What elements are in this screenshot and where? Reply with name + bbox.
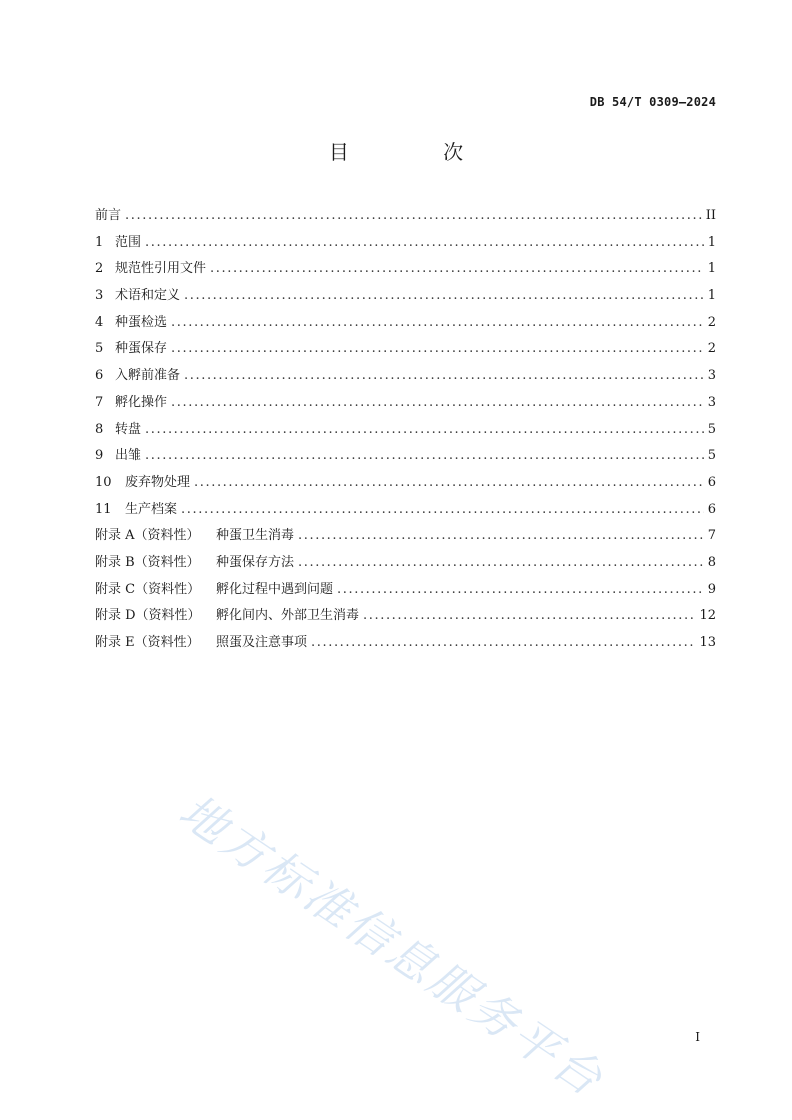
toc-entry-label: 孵化过程中遇到问题: [216, 581, 334, 597]
toc-leader: [125, 208, 702, 223]
toc-leader: [298, 555, 704, 570]
toc-appendix-b[interactable]: [95, 551, 716, 578]
toc-leader: [171, 341, 704, 356]
toc-entry-label: 废弃物处理: [125, 474, 191, 490]
toc-entry-page: 8: [707, 554, 716, 570]
toc-leader: [184, 368, 704, 383]
toc-entry-label: 转盘: [115, 421, 142, 437]
toc-entry-7[interactable]: [95, 391, 716, 418]
toc-entry-4[interactable]: [95, 311, 716, 338]
toc-entry-label: 生产档案: [125, 501, 178, 517]
toc-leader: [171, 395, 704, 410]
toc-entry-1[interactable]: [95, 231, 716, 258]
toc-entry-label: 孵化操作: [115, 394, 168, 410]
toc-entry-label: 种蛋保存: [115, 341, 168, 357]
toc-entry-page: 2: [707, 341, 716, 357]
toc-entry-foreword[interactable]: [95, 204, 716, 231]
toc-entry-number: 1: [95, 234, 104, 250]
toc-entry-label: 种蛋检选: [115, 314, 168, 330]
toc-entry-number: 7: [95, 394, 104, 410]
toc-leader: [145, 448, 704, 463]
toc-entry-page: 13: [699, 635, 716, 650]
toc-entry-page: 5: [707, 421, 716, 437]
document-code: DB 54/T 0309—2024: [589, 95, 716, 109]
page-number: I: [695, 1030, 700, 1044]
toc-leader: [363, 608, 695, 623]
toc-entry-number: 8: [95, 421, 104, 437]
toc-entry-5[interactable]: [95, 337, 716, 364]
toc-appendix-prefix: 附录 B（资料性）: [95, 554, 200, 570]
toc-appendix-a[interactable]: [95, 524, 716, 551]
toc-entry-label: 规范性引用文件: [115, 261, 207, 277]
toc-leader: [210, 261, 704, 276]
toc-entry-page: 2: [707, 314, 716, 330]
toc-entry-page: 3: [707, 368, 716, 384]
toc-appendix-prefix: 附录 A（资料性）: [95, 528, 200, 544]
toc-appendix-e[interactable]: [95, 631, 716, 658]
toc-entry-number: 10: [95, 474, 112, 490]
toc-leader: [311, 635, 695, 650]
toc-entry-page: 1: [707, 261, 716, 277]
toc-appendix-d[interactable]: [95, 604, 716, 631]
toc-entry-number: 9: [95, 448, 104, 464]
toc-entry-page: 12: [699, 608, 716, 624]
toc-entry-3[interactable]: [95, 284, 716, 311]
toc-entry-number: 4: [95, 314, 104, 330]
toc-entry-label: 范围: [115, 234, 142, 250]
toc-leader: [298, 528, 704, 543]
watermark: 地方标准信息服务平台: [169, 783, 615, 1108]
toc-entry-number: 11: [95, 501, 112, 517]
toc-entry-10[interactable]: [95, 471, 716, 498]
toc-leader: [337, 582, 704, 597]
toc-leader: [145, 235, 704, 250]
toc-entry-label: 孵化间内、外部卫生消毒: [216, 608, 360, 624]
toc-entry-number: 6: [95, 368, 104, 384]
toc-appendix-prefix: 附录 D（资料性）: [95, 608, 201, 624]
toc-leader: [171, 315, 704, 330]
toc-entry-number: 2: [95, 261, 104, 277]
toc-entry-label: 种蛋卫生消毒: [216, 528, 295, 544]
toc-appendix-prefix: 附录 E（资料性）: [95, 635, 200, 650]
toc-entry-label: 术语和定义: [115, 288, 181, 304]
toc-entry-number: 3: [95, 288, 104, 304]
toc-entry-page: 1: [707, 234, 716, 250]
toc-entry-page: II: [705, 208, 716, 223]
toc-entry-8[interactable]: [95, 418, 716, 445]
toc-entry-label: 出雏: [115, 448, 142, 464]
toc-leader: [181, 502, 704, 517]
toc-entry-6[interactable]: [95, 364, 716, 391]
toc-entry-label: 前言: [95, 208, 122, 223]
table-of-contents: [95, 204, 716, 658]
toc-leader: [145, 422, 704, 437]
toc-entry-page: 6: [707, 501, 716, 517]
toc-entry-page: 7: [707, 528, 716, 544]
toc-leader: [194, 475, 704, 490]
toc-entry-11[interactable]: [95, 498, 716, 525]
page-title: 目 次: [328, 140, 508, 164]
toc-appendix-c[interactable]: [95, 578, 716, 605]
toc-leader: [184, 288, 704, 303]
toc-entry-9[interactable]: [95, 444, 716, 471]
toc-entry-label: 种蛋保存方法: [216, 554, 295, 570]
toc-entry-page: 9: [707, 581, 716, 597]
toc-entry-page: 3: [707, 394, 716, 410]
toc-entry-page: 5: [707, 448, 716, 464]
toc-entry-page: 1: [707, 288, 716, 304]
toc-appendix-prefix: 附录 C（资料性）: [95, 581, 201, 597]
toc-entry-label: 照蛋及注意事项: [216, 635, 308, 650]
toc-entry-page: 6: [707, 474, 716, 490]
toc-entry-number: 5: [95, 341, 104, 357]
toc-entry-label: 入孵前准备: [115, 368, 181, 384]
toc-entry-2[interactable]: [95, 257, 716, 284]
